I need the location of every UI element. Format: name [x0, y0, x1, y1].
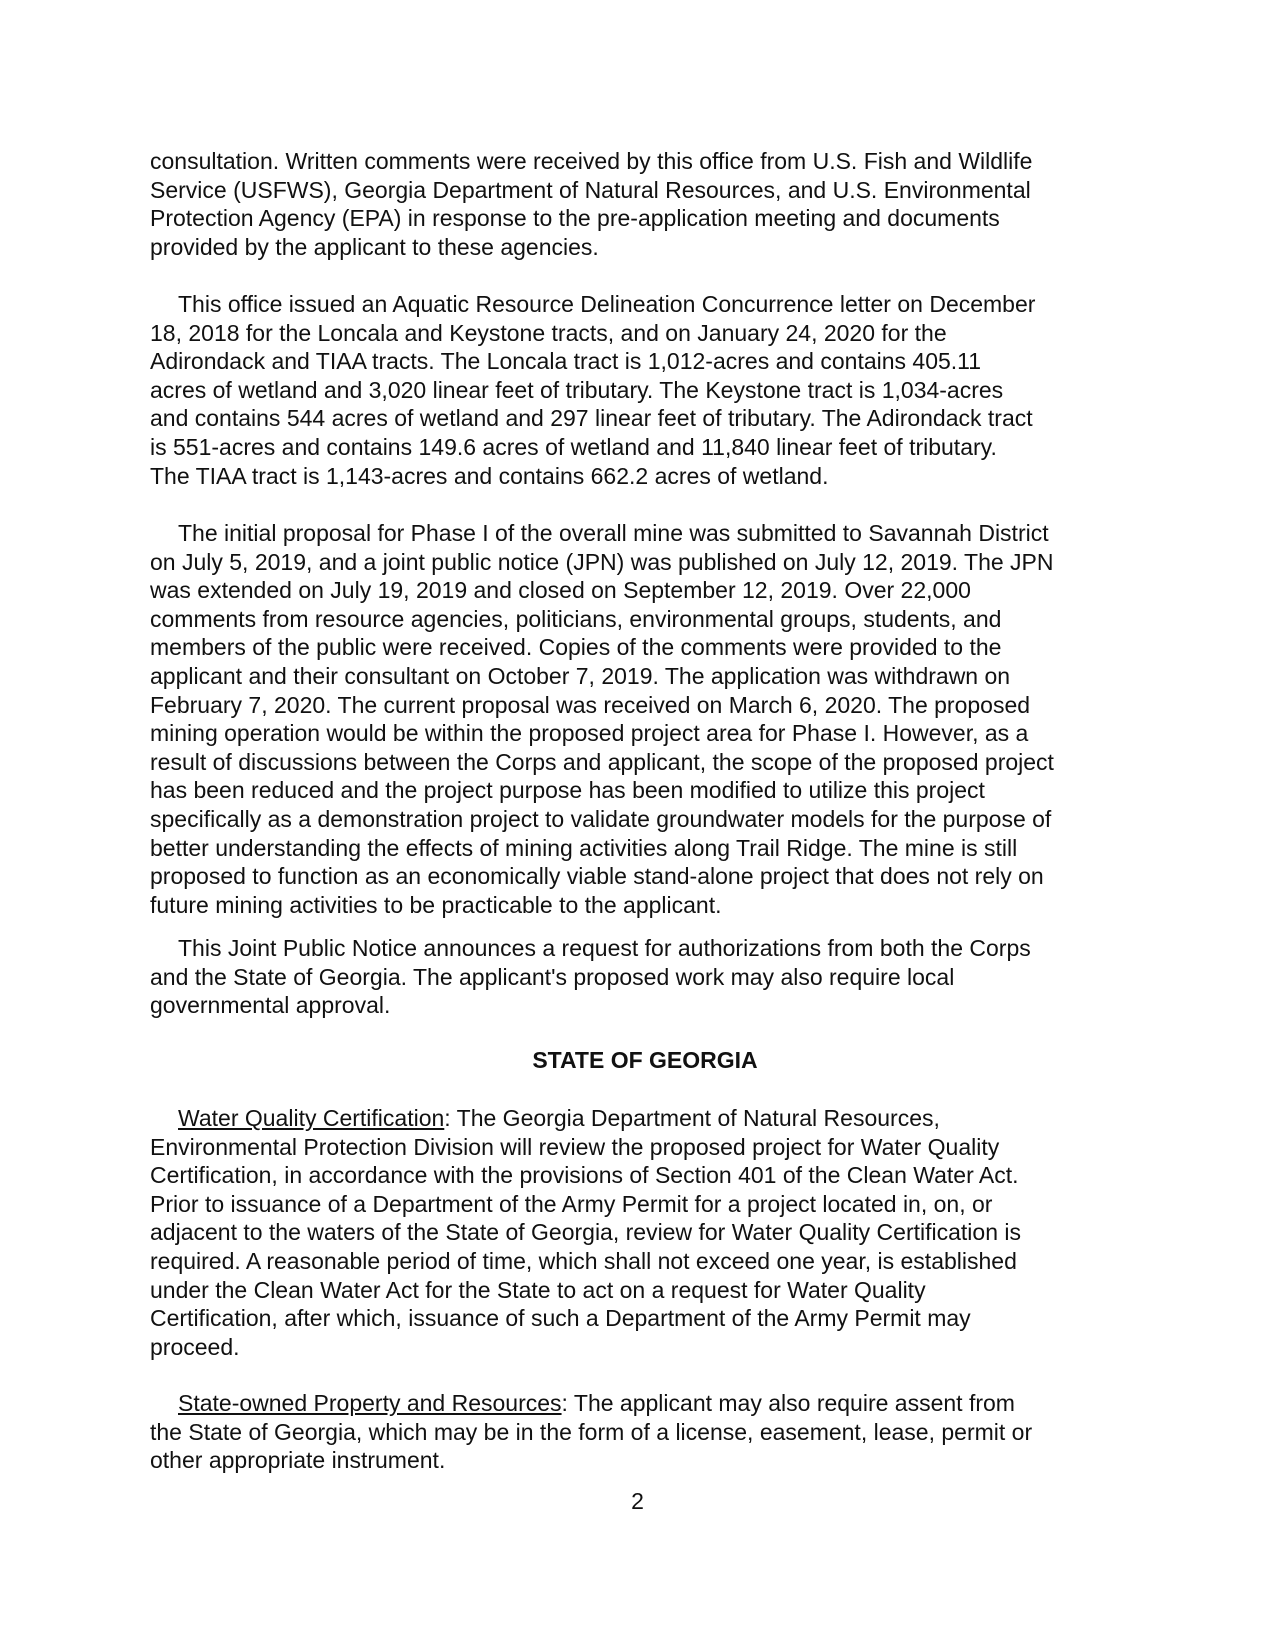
paragraph-joint-public-notice-text: This Joint Public Notice announces a request for authorizations from both the Corps and the State of Georgia. The applicant's proposed work may also require local governmental approval.	[150, 935, 1031, 1019]
paragraph-joint-public-notice	[150, 934, 1140, 1020]
water-quality-certification-title: Water Quality Certification	[178, 1105, 445, 1131]
paragraph-indent	[150, 1390, 178, 1416]
page-number: 2	[631, 1488, 644, 1514]
paragraph-consultation: consultation. Written comments were received by this office from U.S. Fish and Wildlife Service (USFWS), Georgia Department of Natural Resources, and U.S. Environmental Protection Agency (EPA) in response to the pre-application meeting and documents provided by the applicant to these agencies.	[150, 148, 1033, 260]
paragraph-delineation	[150, 290, 1140, 490]
paragraph-delineation-text: This office issued an Aquatic Resource Delineation Concurrence letter on December 18, 2018 for the Loncala and Keystone tracts, and on January 24, 2020 for the Adirondack and TIAA tracts. The Loncala tract is 1,012-acres and contains 405.11 acres of wetland and 3,020 linear feet of tributary. The Keystone tract is 1,034-acres and contains 544 acres of wetland and 297 linear feet of tributary. The Adirondack tract is 551-acres and contains 149.6 acres of wetland and 11,840 linear feet of tributary. The TIAA tract is 1,143-acres and contains 662.2 acres of wetland.	[150, 291, 1036, 489]
state-owned-property-title: State-owned Property and Resources	[178, 1390, 562, 1416]
paragraph-initial-proposal	[150, 519, 1140, 919]
paragraph-water-quality-certification	[150, 1104, 1140, 1361]
paragraph-indent	[150, 520, 178, 546]
paragraph-indent	[150, 935, 178, 961]
water-quality-certification-text: : The Georgia Department of Natural Resources, Environmental Protection Division will review the proposed project for Water Quality Certification, in accordance with the provisions of Section 401 of the Clean Water Act. Prior to issuance of a Department of the Army Permit for a project located in, on, or adjacent to the waters of the State of Georgia, review for Water Quality Certification is required. A reasonable period of time, which shall not exceed one year, is established under the Clean Water Act for the State to act on a request for Water Quality Certification, after which, issuance of such a Department of the Army Permit may proceed.	[150, 1105, 1021, 1360]
section-heading-state-of-georgia: STATE OF GEORGIA	[532, 1047, 758, 1073]
state-owned-property-text: : The applicant may also require assent from the State of Georgia, which may be in the form of a license, easement, lease, permit or other appropriate instrument.	[150, 1390, 1033, 1474]
paragraph-indent	[150, 291, 178, 317]
paragraph-initial-proposal-text: The initial proposal for Phase I of the overall mine was submitted to Savannah District on July 5, 2019, and a joint public notice (JPN) was published on July 12, 2019. The JPN was extended on July 19, 2019 and closed on September 12, 2019. Over 22,000 comments from resource agencies, politicians, environmental groups, students, and members of the public were received. Copies of the comments were provided to the applicant and their consultant on October 7, 2019. The application was withdrawn on February 7, 2020. The current proposal was received on March 6, 2020. The proposed mining operation would be within the proposed project area for Phase I. However, as a result of discussions between the Corps and applicant, the scope of the proposed project has been reduced and the project purpose has been modified to utilize this project specifically as a demonstration project to validate groundwater models for the purpose of better understanding the effects of mining activities along Trail Ridge. The mine is still proposed to function as an economically viable stand-alone project that does not rely on future mining activities to be practicable to the applicant.	[150, 520, 1054, 918]
paragraph-state-owned-property	[150, 1389, 1140, 1475]
paragraph-indent	[150, 1105, 178, 1131]
